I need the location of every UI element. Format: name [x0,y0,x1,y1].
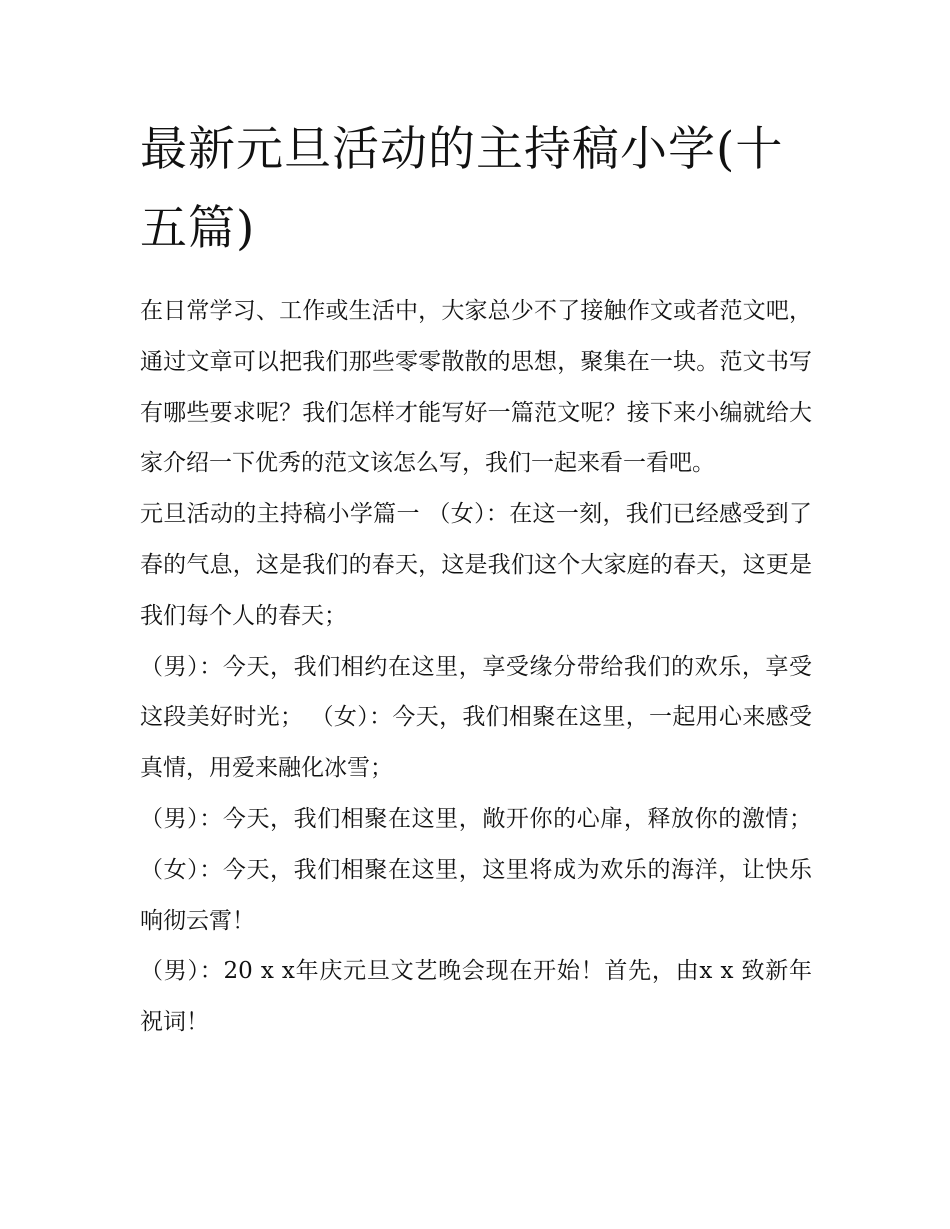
document-title: 最新元旦活动的主持稿小学(十五篇) [140,122,784,256]
script-paragraph-1: 元旦活动的主持稿小学篇一 （女）：在这一刻，我们已经感受到了春的气息，这是我们的春天，这是我们这个大家庭的春天，这更是我们每个人的春天； [140,501,812,629]
intro-paragraph: 在日常学习、工作或生活中，大家总少不了接触作文或者范文吧，通过文章可以把我们那些零零散散的思想，聚集在一块。范文书写有哪些要求呢？我们怎样才能写好一篇范文呢？接下来小编就给大家介绍一下优秀的范文该怎么写，我们一起来看一看吧。 [140,298,812,477]
script-paragraph-4: （男）：20 x x年庆元旦文艺晚会现在开始！首先，由x x 致新年祝词！ [140,958,812,1036]
script-paragraph-3: （男）：今天，我们相聚在这里，敞开你的心扉，释放你的激情； （女）：今天，我们相聚在这里，这里将成为欢乐的海洋，让快乐响彻云霄！ [140,805,812,934]
script-paragraph-2: （男）：今天，我们相约在这里，享受缘分带给我们的欢乐，享受这段美好时光； （女）：今天，我们相聚在这里，一起用心来感受真情，用爱来融化冰雪； [140,653,812,782]
document-page [140,110,812,1048]
